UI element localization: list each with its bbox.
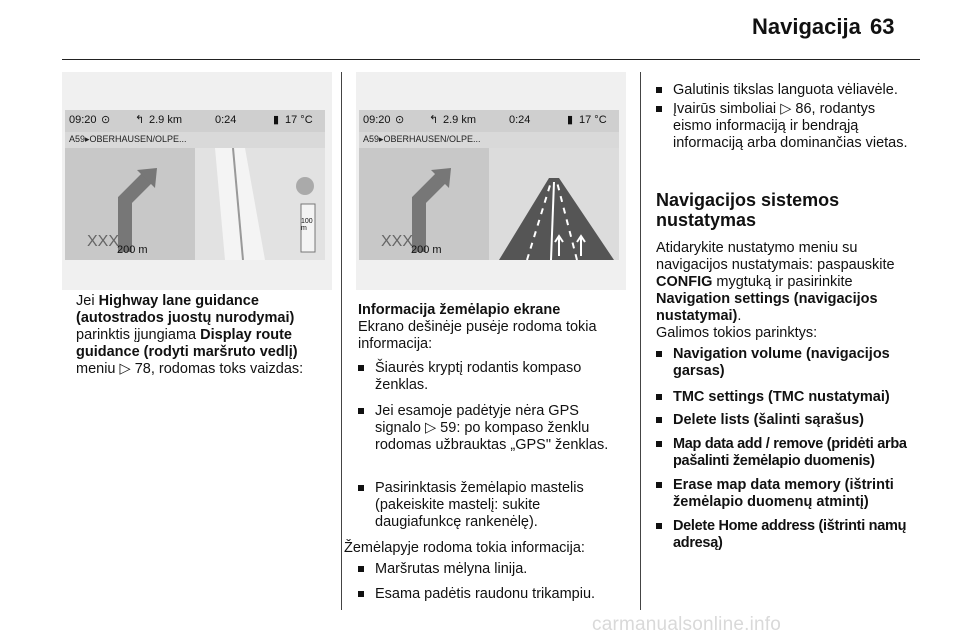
column-divider-2 <box>640 72 641 610</box>
status-bar <box>65 110 325 132</box>
clock: 09:20 <box>69 114 97 126</box>
turn-icon: ↰ <box>429 114 439 126</box>
scale-label: 200 m <box>411 244 442 256</box>
nav-screenshot-1 <box>62 72 332 290</box>
nav-screen <box>65 110 325 260</box>
col2-intro: Ekrano dešinėje pusėje rodoma tokia informacija: <box>358 319 597 352</box>
turn-arrow-panel <box>359 148 489 260</box>
page-ref-icon: ▷ <box>119 361 135 377</box>
footer-watermark: carmanualsonline.info <box>592 614 782 635</box>
nav-screenshot-2 <box>356 72 626 290</box>
map-road <box>195 148 325 260</box>
distance: 2.9 km <box>149 114 183 126</box>
temperature-icon: ▮ <box>567 114 574 126</box>
clock: 09:20 <box>363 114 391 126</box>
lane-guidance-graphic <box>489 148 619 260</box>
page-ref-icon: ▷ <box>780 101 796 117</box>
road-name: A59▸OBERHAUSEN/OLPE... <box>69 134 187 144</box>
duration: 0:24 <box>509 114 531 126</box>
map-view <box>195 148 325 260</box>
distance: 2.9 km <box>443 114 477 126</box>
temperature: 17 °C <box>285 114 313 126</box>
page-number: 63 <box>870 14 895 39</box>
status-bar <box>359 110 619 132</box>
column-divider-1 <box>341 72 342 610</box>
road-name: A59▸OBERHAUSEN/OLPE... <box>363 134 481 144</box>
col3-paragraph: Atidarykite nustatymo meniu su navigacijos nustatymais: paspauskite CONFIG mygtuką ir pasirinkite Navigation settings (navigacijos nustatymai). <box>656 240 895 324</box>
scale-label: 200 m <box>117 244 148 256</box>
temperature: 17 °C <box>579 114 607 126</box>
page-title: Navigacija <box>752 14 861 39</box>
scale-side: 100 m <box>301 218 313 232</box>
col2-map-line: Žemėlapyje rodoma tokia informacija: <box>344 540 585 556</box>
duration: 0:24 <box>215 114 237 126</box>
section-heading: Navigacijos sistemos nustatymas <box>656 190 840 230</box>
turn-icon: ↰ <box>135 114 145 126</box>
temperature-icon: ▮ <box>273 114 280 126</box>
nav-screen <box>359 110 619 260</box>
page-ref-icon: ▷ <box>424 420 441 436</box>
header-rule <box>62 59 920 60</box>
col2-heading: Informacija žemėlapio ekrane <box>358 302 561 318</box>
compass-icon: ⊙ <box>101 114 111 126</box>
col1-paragraph: Jei Highway lane guidance (autostrados juostų nurodymai) parinktis įjungiama Display route guidance (rodyti maršruto vedlį) meniu ▷ 78, rodomas toks vaizdas: <box>76 293 304 377</box>
options-intro: Galimos tokios parinktys: <box>656 325 818 341</box>
turn-arrow-panel <box>65 148 195 260</box>
compass-icon: ⊙ <box>395 114 405 126</box>
svg-text:XXX: XXX <box>87 233 120 250</box>
svg-text:XXX: XXX <box>381 233 414 250</box>
lane-guidance-view <box>489 148 619 260</box>
